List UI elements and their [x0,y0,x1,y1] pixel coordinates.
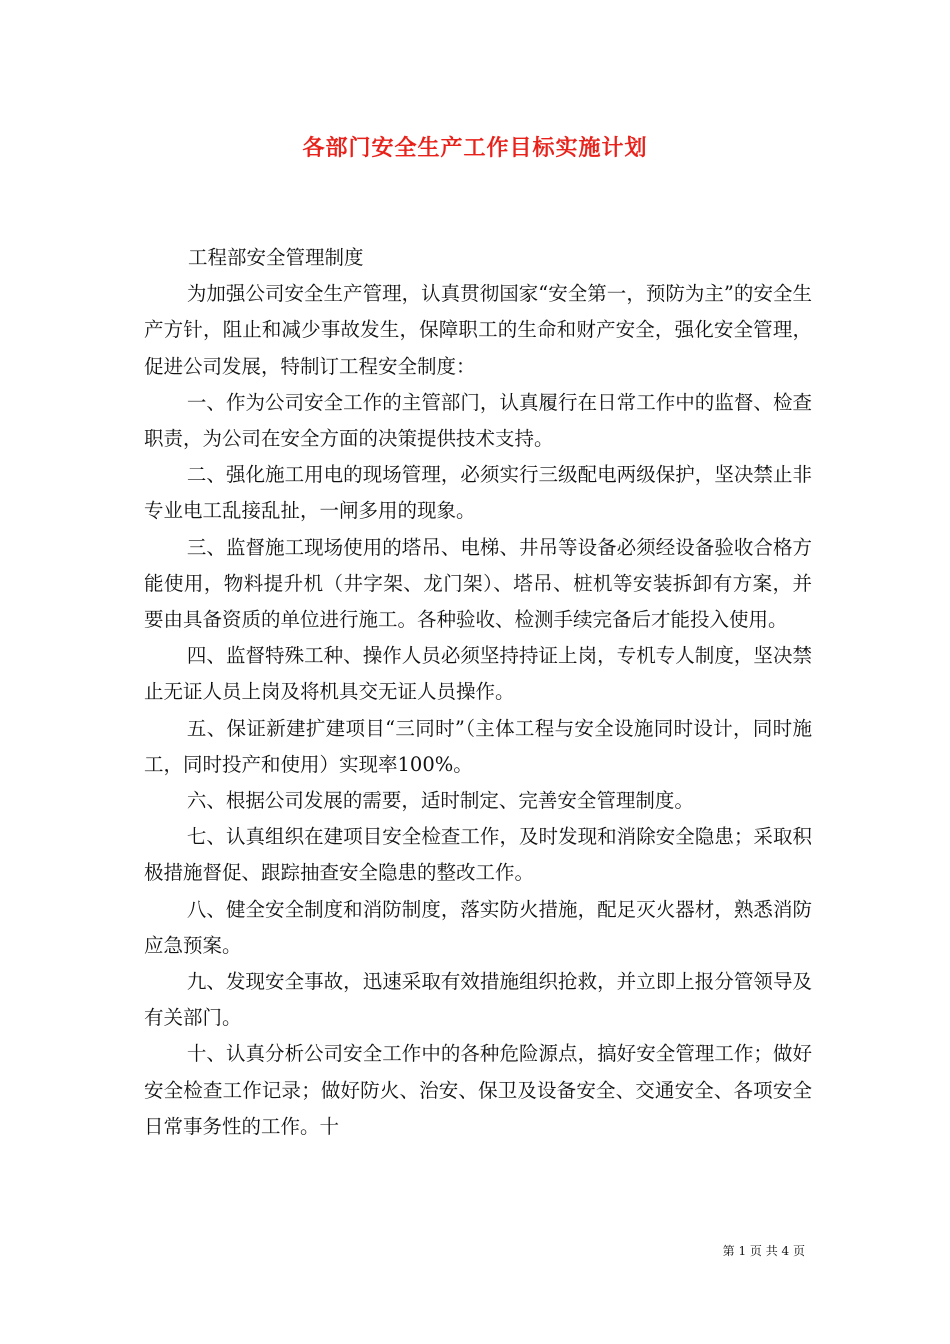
document-title: 各部门安全生产工作目标实施计划 [302,135,648,161]
paragraph-item-2: 二、强化施工用电的现场管理，必须实行三级配电两级保护，坚决禁止非专业电工乱接乱扯，一闸多用的现象。 [144,463,812,523]
paragraph-item-8: 八、健全安全制度和消防制度，落实防火措施，配足灭火器材，熟悉消防应急预案。 [144,897,812,957]
page-number-label: 第 1 页 共 4 页 [722,1244,805,1258]
paragraph-item-10: 十、认真分析公司安全工作中的各种危险源点，搞好安全管理工作；做好安全检查工作记录；做好防火、治安、保卫及设备安全、交通安全、各项安全日常事务性的工作。十 [144,1042,812,1138]
section-heading: 工程部安全管理制度 [188,246,364,269]
paragraph-item-5: 五、保证新建扩建项目“三同时”（主体工程与安全设施同时设计，同时施工，同时投产和使用）实现率100%。 [144,716,812,776]
paragraph-item-9: 九、发现安全事故，迅速采取有效措施组织抢救，并立即上报分管领导及有关部门。 [144,970,812,1030]
paragraph-item-6: 六、根据公司发展的需要，适时制定、完善安全管理制度。 [186,789,694,813]
page-number-footer [723,1243,805,1259]
document-body [144,240,812,1145]
paragraph-item-4: 四、监督特殊工种、操作人员必须坚持持证上岗，专机专人制度，坚决禁止无证人员上岗及将机具交无证人员操作。 [144,644,812,704]
paragraph-item-1: 一、作为公司安全工作的主管部门，认真履行在日常工作中的监督、检查职责，为公司在安全方面的决策提供技术支持。 [144,390,812,451]
paragraph-item-3: 三、监督施工现场使用的塔吊、电梯、井吊等设备必须经设备验收合格方能使用，物料提升机（井字架、龙门架）、塔吊、桩机等安装拆卸有方案，并要由具备资质的单位进行施工。各种验收、检测手续完备后才能投入使用。 [144,535,812,632]
paragraph-item-7: 七、认真组织在建项目安全检查工作，及时发现和消除安全隐患；采取积极措施督促、跟踪抽查安全隐患的整改工作。 [144,825,812,885]
paragraph-intro: 为加强公司安全生产管理，认真贯彻国家“安全第一，预防为主”的安全生产方针，阻止和减少事故发生，保障职工的生命和财产安全，强化安全管理，促进公司发展，特制订工程安全制度： [144,282,812,378]
